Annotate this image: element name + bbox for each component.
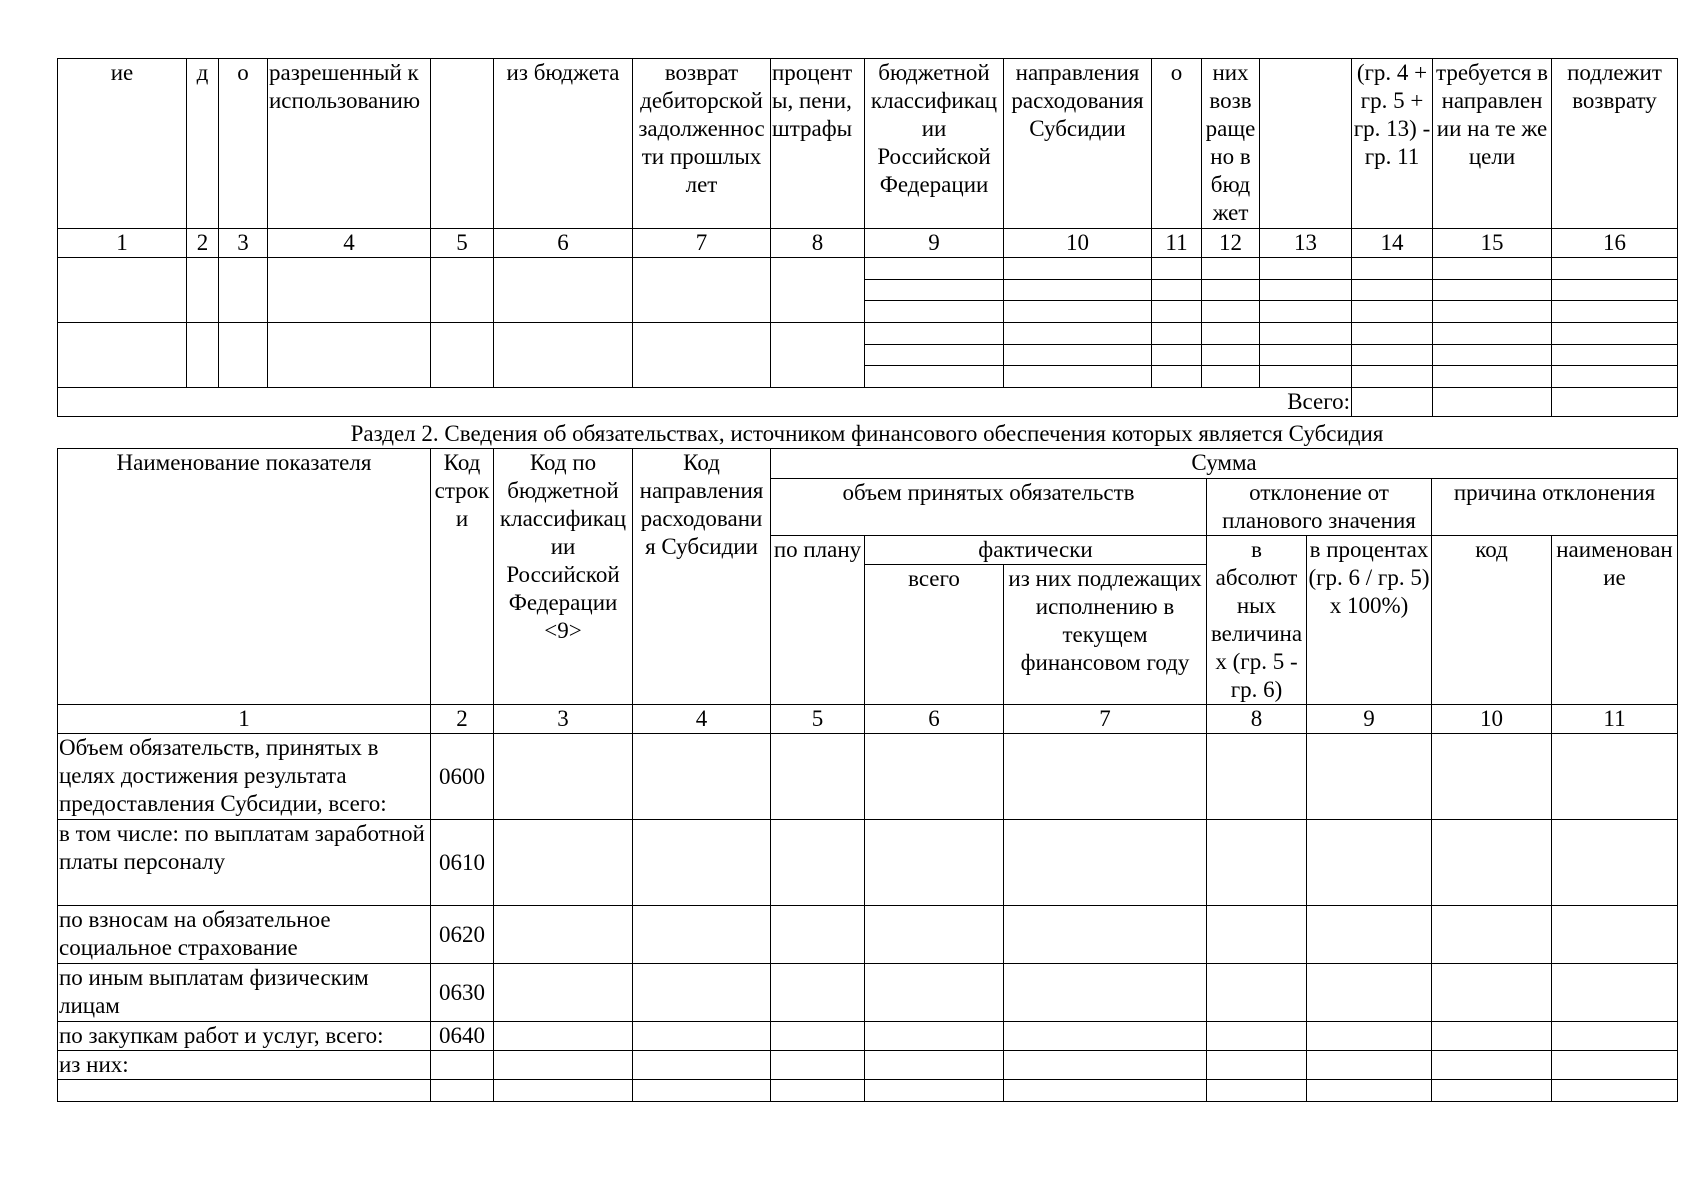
- section2-title: Раздел 2. Сведения об обязательствах, источником финансового обеспечения которых является Субсидия: [350, 421, 1384, 446]
- table-cell: [1433, 388, 1552, 417]
- table-cell: [1432, 820, 1552, 906]
- table-cell: [1260, 345, 1352, 366]
- table-cell: [494, 820, 633, 906]
- table-cell: [1260, 301, 1352, 323]
- table-cell: [1433, 323, 1552, 345]
- t1-header-cell: ие: [58, 59, 187, 229]
- table-cell: [865, 301, 1004, 323]
- header-sum: Сумма: [771, 449, 1678, 479]
- table-cell: [494, 964, 633, 1022]
- header-reason-name: наименован ие: [1552, 536, 1678, 705]
- table-cell: [1152, 280, 1202, 301]
- table-cell: [865, 366, 1004, 388]
- table-cell: [431, 323, 494, 388]
- header-direction-code: Код направления расходовани я Субсидии: [633, 449, 771, 705]
- total-label: Всего:: [58, 388, 1352, 417]
- table-cell: [1352, 323, 1433, 345]
- t1-col-number: 5: [431, 229, 494, 258]
- header-plan: по плану: [771, 536, 865, 705]
- table-cell: [1207, 964, 1307, 1022]
- t1-header-cell: разрешенный к использованию: [268, 59, 431, 229]
- t2-col-number: 2: [431, 705, 494, 734]
- t1-header-cell: процент ы, пени, штрафы: [771, 59, 865, 229]
- table-cell: [1260, 258, 1352, 280]
- table-cell: [865, 258, 1004, 280]
- table-cell: [1152, 366, 1202, 388]
- t2-col-number: 3: [494, 705, 633, 734]
- t1-header-cell: д: [187, 59, 219, 229]
- table-cell: [494, 906, 633, 964]
- table-cell: [1433, 345, 1552, 366]
- table-cell: [771, 323, 865, 388]
- table-cell: [865, 1080, 1004, 1102]
- table-cell: [633, 323, 771, 388]
- t1-col-number: 8: [771, 229, 865, 258]
- table-cell: [1433, 258, 1552, 280]
- table-cell: [1552, 388, 1678, 417]
- table1-header-row: [58, 59, 1678, 229]
- row-code: 0620: [431, 906, 494, 964]
- table-cell: [1432, 906, 1552, 964]
- t1-header-cell: [431, 59, 494, 229]
- table-cell: [771, 1080, 865, 1102]
- row-code: 0640: [431, 1022, 494, 1051]
- t1-col-number: 13: [1260, 229, 1352, 258]
- table-cell: [1260, 323, 1352, 345]
- t1-col-number: 14: [1352, 229, 1433, 258]
- table-cell: [1260, 280, 1352, 301]
- table-row: [58, 258, 1678, 280]
- table-cell: [1552, 1051, 1678, 1080]
- row-name: Объем обязательств, принятых в целях достижения результата предоставления Субсидии, всего:: [58, 734, 431, 820]
- table-row: [58, 906, 1678, 964]
- header-budget-code: Код по бюджетной классификац ии Российской Федерации <9>: [494, 449, 633, 705]
- t1-header-cell: о: [219, 59, 268, 229]
- table-cell: [1552, 1022, 1678, 1051]
- table-cell: [494, 323, 633, 388]
- table-cell: [1352, 301, 1433, 323]
- table1-number-row: [58, 229, 1678, 258]
- row-name: по закупкам работ и услуг, всего:: [58, 1022, 431, 1051]
- table-cell: [633, 734, 771, 820]
- row-name: в том числе: по выплатам заработной платы персоналу: [58, 820, 431, 906]
- table1-total-row: [58, 388, 1678, 417]
- table-cell: [1152, 301, 1202, 323]
- table-cell: [1552, 301, 1678, 323]
- table-row: [58, 964, 1678, 1022]
- table-cell: [1307, 1022, 1432, 1051]
- table-cell: [771, 1022, 865, 1051]
- t1-col-number: 12: [1202, 229, 1260, 258]
- header-percent: в процентах (гр. 6 / гр. 5) x 100%): [1307, 536, 1432, 705]
- table-cell: [494, 1022, 633, 1051]
- t2-col-number: 9: [1307, 705, 1432, 734]
- t2-col-number: 4: [633, 705, 771, 734]
- table-cell: [1433, 366, 1552, 388]
- table-cell: [771, 734, 865, 820]
- row-name: по взносам на обязательное социальное страхование: [58, 906, 431, 964]
- table-cell: [1004, 345, 1152, 366]
- table-cell: [494, 1080, 633, 1102]
- table-cell: [1433, 280, 1552, 301]
- table-cell: [1202, 301, 1260, 323]
- table-cell: [1004, 820, 1207, 906]
- table-cell: [1004, 734, 1207, 820]
- table-cell: [219, 258, 268, 323]
- table-cell: [633, 258, 771, 323]
- table-cell: [1004, 258, 1152, 280]
- table-cell: [1004, 906, 1207, 964]
- section1-table: [57, 58, 1678, 417]
- table-cell: [187, 323, 219, 388]
- table-cell: [1004, 964, 1207, 1022]
- t1-header-cell: подлежит возврату: [1552, 59, 1678, 229]
- table-cell: [219, 323, 268, 388]
- table-cell: [1552, 345, 1678, 366]
- table-cell: [633, 820, 771, 906]
- t1-header-cell: [1260, 59, 1352, 229]
- table-cell: [1004, 1051, 1207, 1080]
- t1-col-number: 7: [633, 229, 771, 258]
- t1-header-cell: возврат дебиторской задолженнос ти прошлых лет: [633, 59, 771, 229]
- table-cell: [58, 323, 187, 388]
- t1-header-cell: бюджетной классификац ии Российской Федерации: [865, 59, 1004, 229]
- t1-col-number: 10: [1004, 229, 1152, 258]
- header-row-code: Код строк и: [431, 449, 494, 705]
- table-cell: [771, 820, 865, 906]
- header-deviation: отклонение от планового значения: [1207, 479, 1432, 536]
- table-cell: [1352, 345, 1433, 366]
- table-cell: [1552, 258, 1678, 280]
- table-cell: [1202, 280, 1260, 301]
- table-cell: [865, 906, 1004, 964]
- table-cell: [633, 964, 771, 1022]
- table-cell: [1202, 345, 1260, 366]
- t2-col-number: 8: [1207, 705, 1307, 734]
- t1-col-number: 16: [1552, 229, 1678, 258]
- table-cell: [1004, 1080, 1207, 1102]
- t2-col-number: 5: [771, 705, 865, 734]
- table-cell: [1552, 323, 1678, 345]
- t2-col-number: 11: [1552, 705, 1678, 734]
- row-code: [431, 1080, 494, 1102]
- table-row: [58, 1051, 1678, 1080]
- table-cell: [1307, 1051, 1432, 1080]
- row-name: из них:: [58, 1051, 431, 1080]
- table-cell: [865, 820, 1004, 906]
- table-cell: [1352, 366, 1433, 388]
- table-cell: [633, 1080, 771, 1102]
- table-cell: [1307, 964, 1432, 1022]
- table-cell: [633, 1051, 771, 1080]
- table-cell: [1552, 734, 1678, 820]
- t1-col-number: 2: [187, 229, 219, 258]
- table-cell: [1207, 734, 1307, 820]
- table-cell: [268, 258, 431, 323]
- table-cell: [1152, 345, 1202, 366]
- table-cell: [865, 323, 1004, 345]
- row-name: [58, 1080, 431, 1102]
- t2-col-number: 7: [1004, 705, 1207, 734]
- table-cell: [1552, 906, 1678, 964]
- table-row: [58, 1080, 1678, 1102]
- table-row: [58, 820, 1678, 906]
- t1-header-cell: требуется в направлен ии на те же цели: [1433, 59, 1552, 229]
- t1-header-cell: (гр. 4 + гр. 5 + гр. 13) - гр. 11: [1352, 59, 1433, 229]
- table-cell: [1307, 906, 1432, 964]
- table-row: [58, 734, 1678, 820]
- table2-header-row: [58, 449, 1678, 479]
- table-cell: [1004, 323, 1152, 345]
- table-cell: [1432, 1080, 1552, 1102]
- table-cell: [494, 734, 633, 820]
- t1-col-number: 6: [494, 229, 633, 258]
- t1-col-number: 15: [1433, 229, 1552, 258]
- t1-col-number: 3: [219, 229, 268, 258]
- table-cell: [771, 1051, 865, 1080]
- header-absolute: в абсолют ных величина х (гр. 5 - гр. 6): [1207, 536, 1307, 705]
- table-cell: [1004, 301, 1152, 323]
- table-cell: [187, 258, 219, 323]
- table-cell: [771, 964, 865, 1022]
- table-cell: [865, 964, 1004, 1022]
- t1-col-number: 1: [58, 229, 187, 258]
- table-cell: [1432, 734, 1552, 820]
- section2-table: [57, 448, 1678, 1102]
- table-cell: [865, 734, 1004, 820]
- table-cell: [494, 258, 633, 323]
- table-cell: [1152, 258, 1202, 280]
- table-cell: [1432, 1022, 1552, 1051]
- table-cell: [1432, 964, 1552, 1022]
- table-cell: [865, 1022, 1004, 1051]
- table-cell: [1307, 734, 1432, 820]
- row-code: [431, 1051, 494, 1080]
- table-cell: [1552, 820, 1678, 906]
- t1-header-cell: из бюджета: [494, 59, 633, 229]
- row-code: 0630: [431, 964, 494, 1022]
- t2-col-number: 10: [1432, 705, 1552, 734]
- header-volume: объем принятых обязательств: [771, 479, 1207, 536]
- table-cell: [771, 258, 865, 323]
- table-cell: [1202, 258, 1260, 280]
- table-cell: [1432, 1051, 1552, 1080]
- header-reason: причина отклонения: [1432, 479, 1678, 536]
- row-code: 0600: [431, 734, 494, 820]
- row-name: по иным выплатам физическим лицам: [58, 964, 431, 1022]
- header-reason-code: код: [1432, 536, 1552, 705]
- table-cell: [1004, 1022, 1207, 1051]
- table-cell: [431, 258, 494, 323]
- header-actual-current: из них подлежащих исполнению в текущем финансовом году: [1004, 565, 1207, 705]
- table-cell: [1352, 280, 1433, 301]
- header-actual-total: всего: [865, 565, 1004, 705]
- table-cell: [1260, 366, 1352, 388]
- table-cell: [1202, 366, 1260, 388]
- table-cell: [1207, 906, 1307, 964]
- t2-col-number: 6: [865, 705, 1004, 734]
- table-cell: [1207, 1051, 1307, 1080]
- t1-header-cell: них возв раще но в бюд жет: [1202, 59, 1260, 229]
- header-indicator-name: Наименование показателя: [58, 449, 431, 705]
- table-cell: [1004, 280, 1152, 301]
- table-cell: [1552, 366, 1678, 388]
- table-cell: [865, 1051, 1004, 1080]
- table-cell: [1352, 388, 1433, 417]
- table-cell: [1552, 964, 1678, 1022]
- table-cell: [268, 323, 431, 388]
- table-cell: [1207, 820, 1307, 906]
- t1-col-number: 9: [865, 229, 1004, 258]
- table-cell: [633, 906, 771, 964]
- table-cell: [865, 345, 1004, 366]
- t1-header-cell: о: [1152, 59, 1202, 229]
- t1-col-number: 11: [1152, 229, 1202, 258]
- table-cell: [1552, 1080, 1678, 1102]
- t2-col-number: 1: [58, 705, 431, 734]
- table-cell: [1307, 1080, 1432, 1102]
- table-cell: [771, 906, 865, 964]
- table-cell: [1352, 258, 1433, 280]
- table-row: [58, 323, 1678, 345]
- table-cell: [1207, 1080, 1307, 1102]
- table-cell: [1004, 366, 1152, 388]
- table-cell: [633, 1022, 771, 1051]
- table-row: [58, 1022, 1678, 1051]
- t1-col-number: 4: [268, 229, 431, 258]
- table-cell: [1152, 323, 1202, 345]
- table-cell: [1307, 820, 1432, 906]
- table-cell: [58, 258, 187, 323]
- table-cell: [494, 1051, 633, 1080]
- t1-header-cell: направления расходования Субсидии: [1004, 59, 1152, 229]
- row-code: 0610: [431, 820, 494, 906]
- table-cell: [1207, 1022, 1307, 1051]
- table-cell: [865, 280, 1004, 301]
- table2-number-row: [58, 705, 1678, 734]
- header-actual: фактически: [865, 536, 1207, 565]
- table-cell: [1433, 301, 1552, 323]
- table-cell: [1552, 280, 1678, 301]
- table-cell: [1202, 323, 1260, 345]
